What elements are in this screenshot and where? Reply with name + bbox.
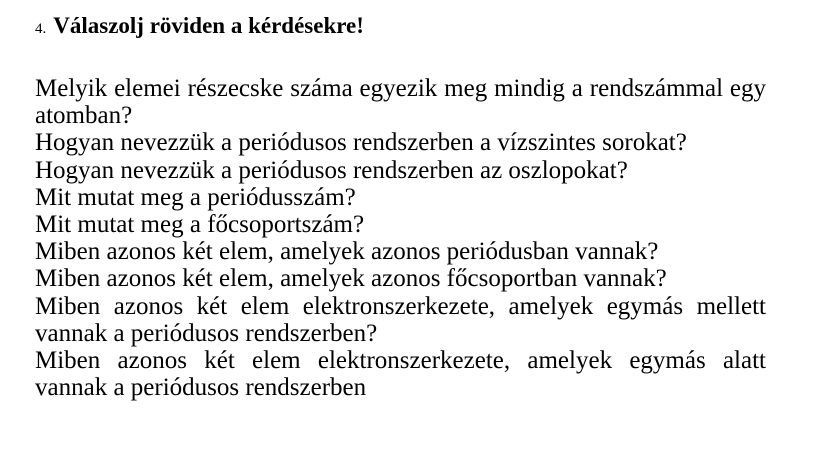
question-item: Hogyan nevezzük a periódusos rendszerben a vízszintes sorokat?	[35, 129, 687, 157]
question-item: Hogyan nevezzük a periódusos rendszerben az oszlopokat?	[35, 156, 628, 184]
question-item: Miben azonos két elem elektronszerkezete, amelyek egymás alatt vannak a periódusos rendszerben	[35, 347, 766, 402]
question-item: Miben azonos két elem, amelyek azonos periódusban vannak?	[35, 238, 659, 266]
question-item: Mit mutat meg a periódusszám?	[35, 183, 356, 211]
question-item: Mit mutat meg a főcsoportszám?	[35, 211, 365, 239]
section-heading	[35, 12, 364, 43]
question-item: Miben azonos két elem, amelyek azonos főcsoportban vannak?	[35, 265, 667, 293]
question-list	[35, 75, 766, 401]
section-number: 4.	[35, 21, 47, 37]
section-title: Válaszolj röviden a kérdésekre!	[53, 13, 364, 38]
question-item: Melyik elemei részecske száma egyezik meg mindig a rendszámmal egy atomban?	[35, 75, 766, 130]
question-item: Miben azonos két elem elektronszerkezete, amelyek egymás mellett vannak a periódusos rendszerben?	[35, 292, 766, 347]
